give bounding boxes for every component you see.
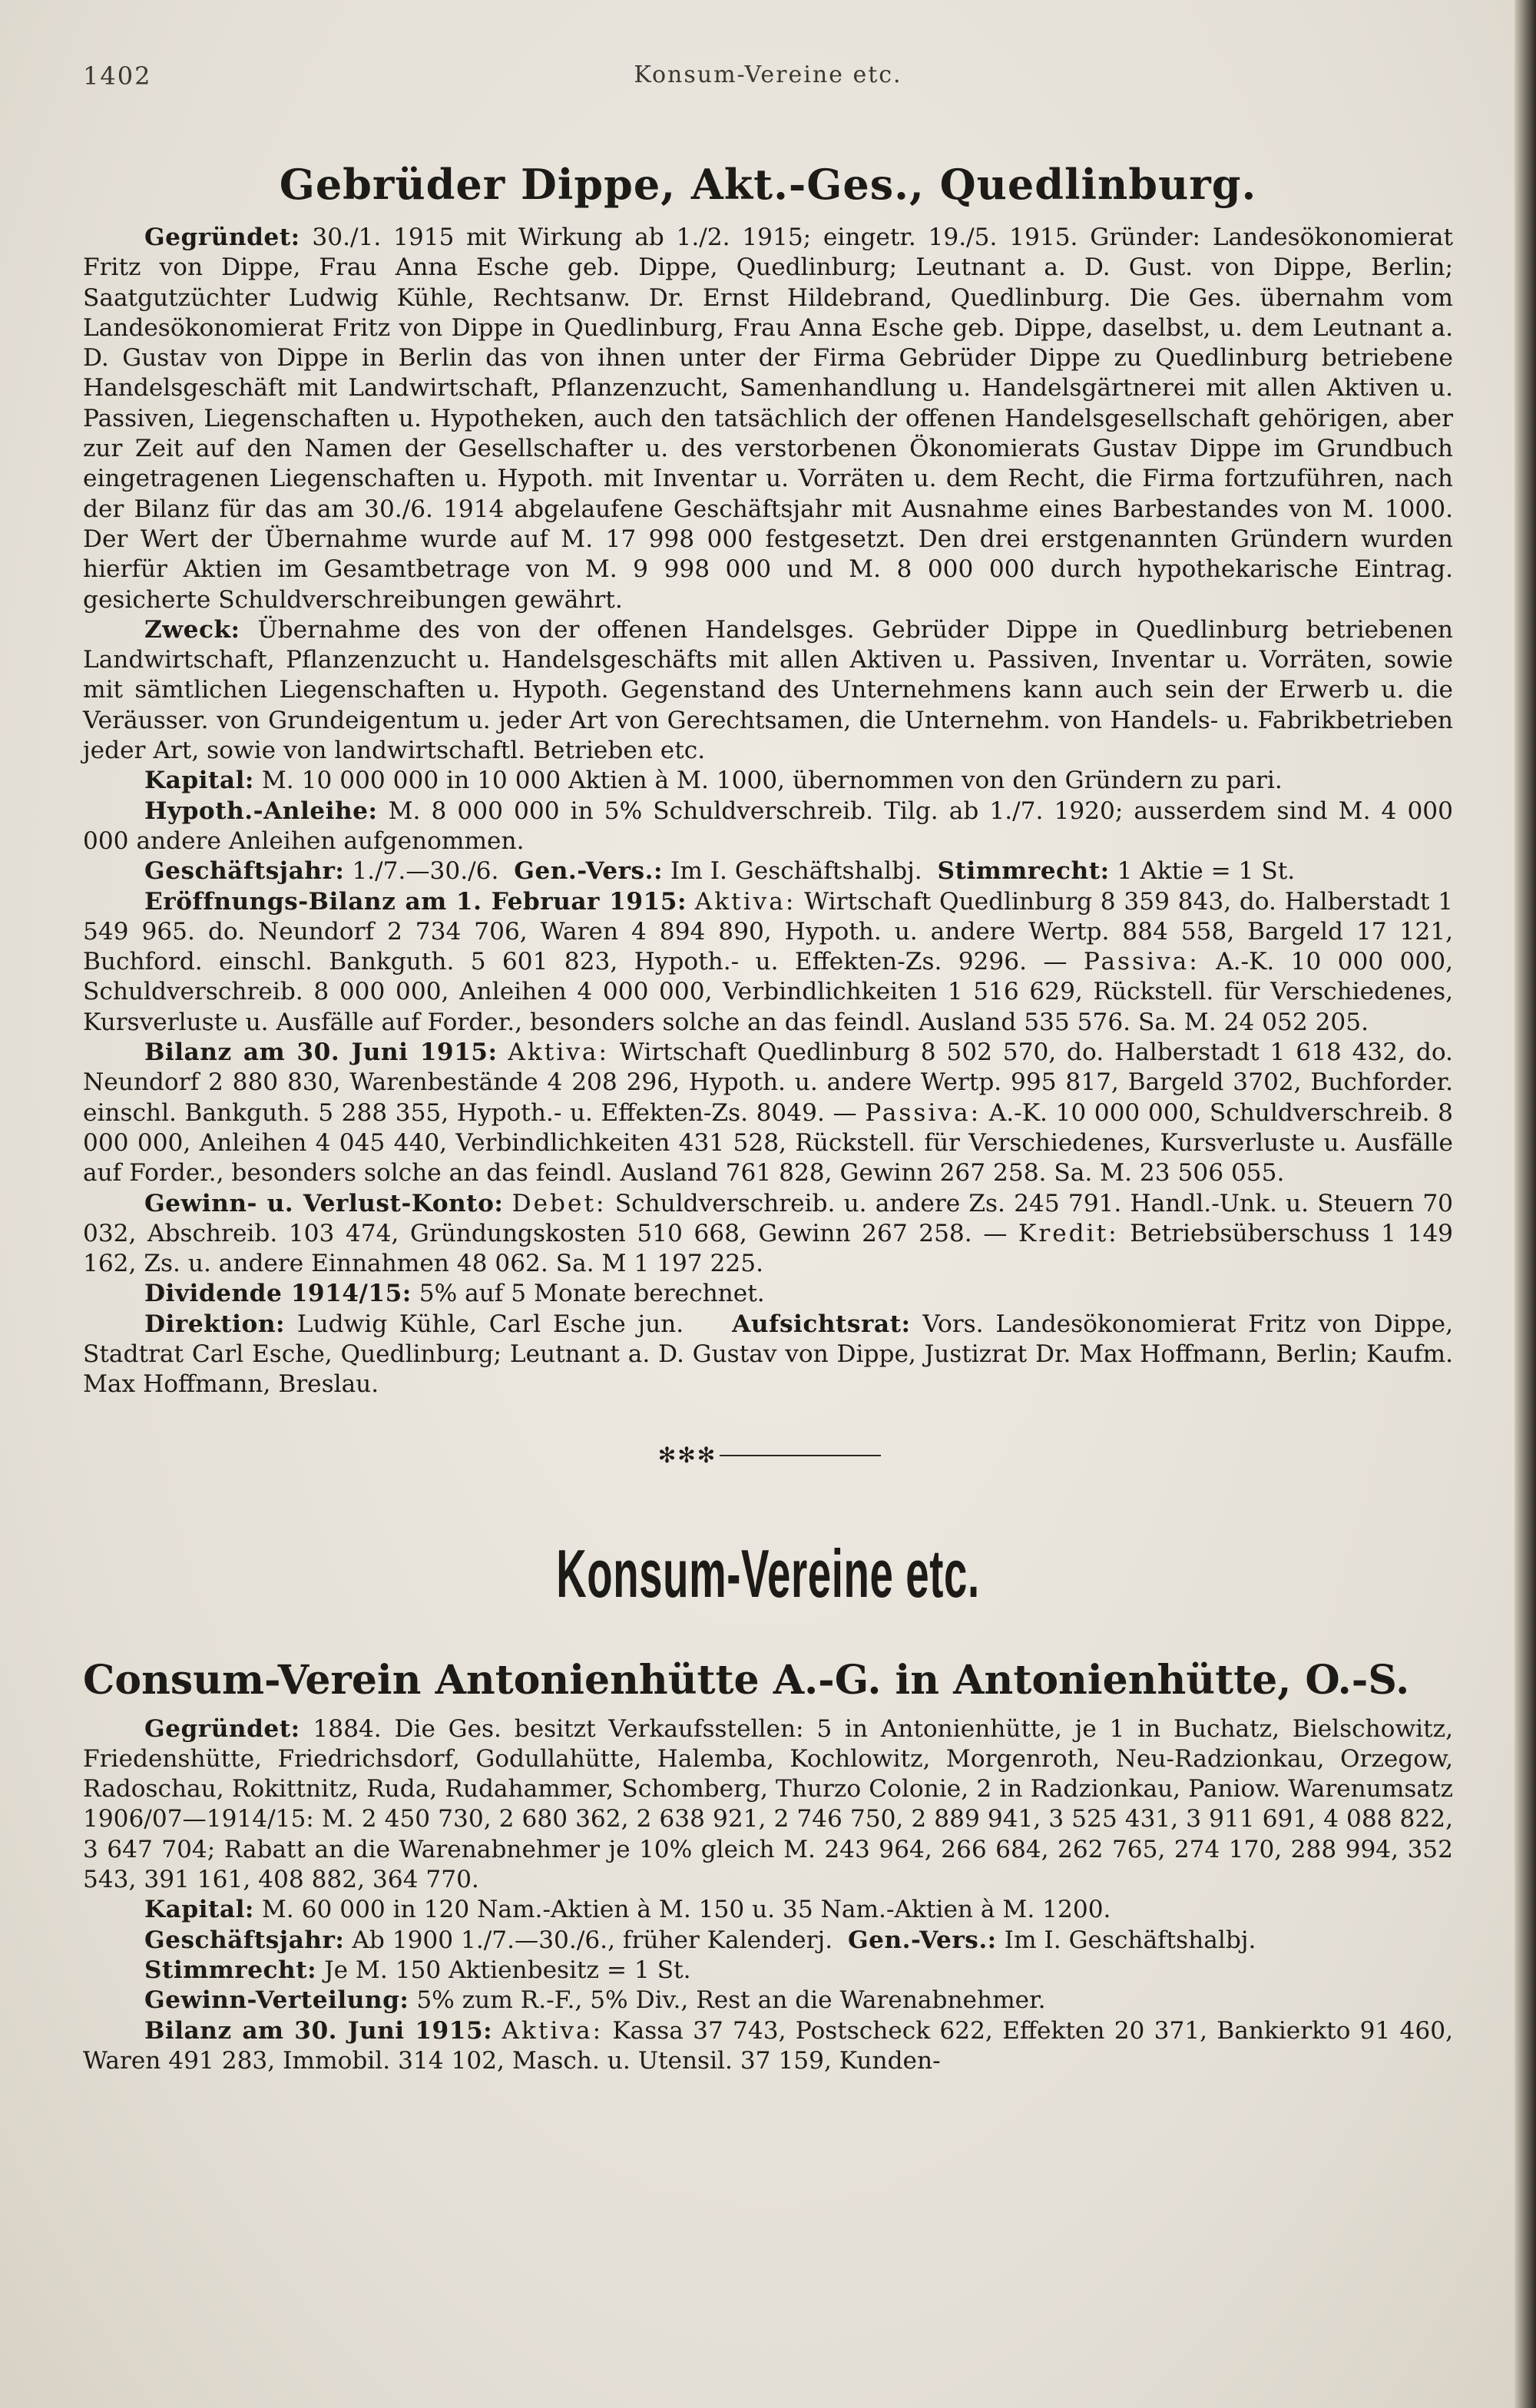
zweck-label: Zweck: (144, 615, 240, 644)
eroeffnung-label: Eröffnungs-Bilanz am 1. Februar 1915: (144, 887, 687, 916)
ornament-icon: ✻✻✻ (657, 1442, 717, 1469)
eroeffnung-aktiva-label: Aktiva: (694, 887, 796, 916)
gv-text: Im I. Geschäftshalbj. (1004, 1926, 1256, 1954)
gewinnv-text: 5% zum R.-F., 5% Div., Rest an die Warenabnehmer. (416, 1986, 1046, 2015)
gewinnv-label: Gewinn-Verteilung: (144, 1986, 409, 2015)
bilanz-paragraph (83, 2016, 1453, 2077)
company-title: Consum-Verein Antonienhütte A.-G. in Antonienhütte, O.-S. (83, 1656, 1410, 1704)
gj-text: Ab 1900 1./7.—30./6., früher Kalenderj. (352, 1926, 833, 1954)
section-divider (83, 1440, 1453, 1471)
geschaeftsjahr-paragraph (83, 856, 1453, 886)
bilanz-aktiva-text: Wirtschaft Quedlinburg 8 502 570, do. Halberstadt 1 618 432, do. Neundorf 2 880 830, Warenbestände 4 208 296, Hypoth. u. andere Wertp. 995 817, Bargeld 3702, Buchforder. einschl. Bankguth. 5 288 355, Hypoth.- u. Effekten-Zs. 8049. — (83, 1038, 1453, 1127)
company-entry-gebrueder-dippe (83, 160, 1453, 1400)
gj-label: Geschäftsjahr: (144, 857, 345, 886)
eroeffnungs-bilanz-paragraph (83, 887, 1453, 1038)
gegruendet-label: Gegründet: (144, 224, 300, 251)
direktion-paragraph (83, 1310, 1453, 1400)
aufsichtsrat-label: Aufsichtsrat: (732, 1310, 911, 1338)
dividende-paragraph (83, 1279, 1453, 1309)
gegruendet-text: 30./1. 1915 mit Wirkung ab 1./2. 1915; eingetr. 19./5. 1915. Gründer: Landesökonomierat Fritz von Dippe, Frau Anna Esche geb. Dippe, Quedlinburg; Leutnant a. D. Gust. von Dippe, Berlin; Saatgutzüchter Ludwig Kühle, Rechtsanw. Dr. Ernst Hildebrand, Quedlinburg. Die Ges. übernahm vom Landesökonomierat Fritz von Dippe in Quedlinburg, Frau Anna Esche geb. Dippe, daselbst, u. dem Leutnant a. D. Gustav von Dippe in Berlin das von ihnen unter der Firma Gebrüder Dippe zu Quedlinburg betriebene Handelsgeschäft mit Landwirtschaft, Pflanzenzucht, Samenhandlung u. Handelsgärtnerei mit allen Aktiven u. Passiven, Liegenschaften u. Hypotheken, auch den tatsächlich der offenen Handelsgesellschaft gehörigen, aber zur Zeit auf den Namen der Gesellschafter u. des verstorbenen Ökonomierats Gustav Dippe im Grundbuch eingetragenen Liegenschaften u. Hypoth. mit Inventar u. Vorräten u. dem Recht, die Firma fortzuführen, nach der Bilanz für das am 30./6. 1914 abgelaufene Geschäftsjahr mit Ausnahme eines Barbestandes von M. 1000. Der Wert der Übernahme wurde auf M. 17 998 000 festgesetzt. Den drei erstgenannten Gründern wurden hierfür Aktien im Gesamtbetrage von M. 9 998 000 und M. 8 000 000 durch hypothekarische Eintrag. gesicherte Schuldverschreibungen gewährt. (83, 224, 1453, 614)
guv-debet-label: Debet: (511, 1189, 607, 1217)
bilanz-aktiva-label: Aktiva: (508, 1038, 610, 1067)
bilanz-paragraph (83, 1038, 1453, 1188)
kapital-text: M. 10 000 000 in 10 000 Aktien à M. 1000, übernommen von den Gründern zu pari. (261, 767, 1283, 795)
gv-label: Gen.-Vers.: (847, 1926, 997, 1954)
gv-label: Gen.-Vers.: (514, 857, 663, 886)
gj-text: 1./7.—30./6. (352, 857, 499, 886)
divider-line (720, 1455, 881, 1456)
direktion-label: Direktion: (144, 1310, 286, 1338)
dividende-text: 5% auf 5 Monate berechnet. (419, 1280, 765, 1308)
eroeffnung-passiva-text: A.-K. 10 000 000, Schuldverschreib. 8 000 000, Anleihen 4 000 000, Verbindlichkeiten 1 516 629, Rückstell. für Verschiedenes, Kursverluste u. Ausfälle auf Forder., besonders solche an das feindl. Ausland 535 576. Sa. M. 24 052 205. (83, 948, 1453, 1036)
gewinn-verlust-paragraph (83, 1189, 1453, 1280)
gj-label: Geschäftsjahr: (144, 1926, 345, 1954)
bilanz-aktiva-label: Aktiva: (502, 2016, 604, 2045)
company-title: Gebrüder Dippe, Akt.-Ges., Quedlinburg. (279, 160, 1257, 209)
hypoth-paragraph (83, 797, 1453, 857)
company-entry-consum-verein (83, 1657, 1453, 2077)
hypoth-text: M. 8 000 000 in 5% Schuldverschreib. Tilg. ab 1./7. 1920; ausserdem sind M. 4 000 000 andere Anleihen aufgenommen. (83, 797, 1453, 855)
st-label: Stimmrecht: (144, 1956, 317, 1984)
eroeffnung-passiva-label: Passiva: (1083, 948, 1200, 976)
kapital-paragraph (83, 1895, 1453, 1925)
guv-debet-text: Schuldverschreib. u. andere Zs. 245 791. Handl.-Unk. u. Steuern 70 032, Abschreib. 103 474, Gründungskosten 510 668, Gewinn 267 258. — (83, 1189, 1454, 1247)
hypoth-label: Hypoth.-Anleihe: (144, 797, 378, 825)
section-heading: Konsum-Vereine etc. (556, 1535, 980, 1611)
bilanz-label: Bilanz am 30. Juni 1915: (144, 2016, 493, 2045)
page-number: 1402 (83, 61, 152, 91)
gegruendet-paragraph (83, 223, 1453, 615)
direktion-text: Ludwig Kühle, Carl Esche jun. (296, 1310, 684, 1338)
kapital-label: Kapital: (144, 767, 254, 795)
bilanz-label: Bilanz am 30. Juni 1915: (144, 1038, 498, 1067)
geschaeftsjahr-paragraph (83, 1926, 1453, 1956)
gegruendet-text: 1884. Die Ges. besitzt Verkaufsstellen: 5 in Antonienhütte, je 1 in Buchatz, Bielschowitz, Friedenshütte, Friedrichsdorf, Godullahütte, Halemba, Kochlowitz, Morgenroth, Neu-Radzionkau, Orzegow, Radoschau, Rokittnitz, Ruda, Rudahammer, Schomberg, Thurzo Colonie, 2 in Radzionkau, Paniow. Warenumsatz 1906/07—1914/15: M. 2 450 730, 2 680 362, 2 638 921, 2 746 750, 2 889 941, 3 525 431, 3 911 691, 4 088 822, 3 647 704; Rabatt an die Warenabnehmer je 10% gleich M. 243 964, 266 684, 262 765, 274 170, 288 994, 352 543, 391 161, 408 882, 364 770. (83, 1714, 1454, 1894)
aufsichtsrat-text: Vors. Landesökonomierat Fritz von Dippe, Stadtrat Carl Esche, Quedlinburg; Leutnant a. D. Gustav von Dippe, Justizrat Dr. Max Hoffmann, Berlin; Kaufm. Max Hoffmann, Breslau. (83, 1310, 1453, 1399)
book-spine-shadow (1514, 0, 1536, 2408)
eroeffnung-aktiva-text: Wirtschaft Quedlinburg 8 359 843, do. Halberstadt 1 549 965. do. Neundorf 2 734 706, Waren 4 894 890, Hypoth. u. andere Wertp. 884 558, Bargeld 17 121, Buchford. einschl. Bankguth. 5 601 823, Hypoth.- u. Effekten-Zs. 9296. — (83, 887, 1453, 976)
gegruendet-label: Gegründet: (144, 1714, 300, 1743)
kapital-label: Kapital: (144, 1896, 254, 1924)
guv-label: Gewinn- u. Verlust-Konto: (144, 1189, 504, 1217)
st-label: Stimmrecht: (937, 857, 1110, 886)
bilanz-aktiva-text: Kassa 37 743, Postscheck 622, Effekten 20 371, Bankierkto 91 460, Waren 491 283, Immobil. 314 102, Masch. u. Utensil. 37 159, Kunden- (83, 2016, 1454, 2075)
st-text: 1 Aktie = 1 St. (1117, 857, 1296, 886)
kapital-paragraph (83, 766, 1453, 796)
st-text: Je M. 150 Aktienbesitz = 1 St. (324, 1956, 691, 1984)
dividende-label: Dividende 1914/15: (144, 1280, 412, 1308)
zweck-text: Übernahme des von der offenen Handelsges. Gebrüder Dippe in Quedlinburg betriebenen Landwirtschaft, Pflanzenzucht u. Handelsgeschäfts mit allen Aktiven u. Passiven, Inventar u. Vorräten, sowie mit sämtlichen Liegenschaften u. Hypoth. Gegenstand des Unternehmens kann auch sein der Erwerb u. die Veräusser. von Grundeigentum u. jeder Art von Gerechtsamen, die Unternehm. von Handels- u. Fabrikbetrieben jeder Art, sowie von landwirtschaftl. Betrieben etc. (83, 615, 1453, 765)
guv-kredit-text: Betriebsüberschuss 1 149 162, Zs. u. andere Einnahmen 48 062. Sa. M 1 197 225. (83, 1219, 1454, 1278)
gewinn-verteilung-paragraph (83, 1986, 1453, 2015)
running-title: Konsum-Vereine etc. (634, 61, 902, 88)
bilanz-passiva-text: A.-K. 10 000 000, Schuldverschreib. 8 000 000, Anleihen 4 045 440, Verbindlichkeiten 431 528, Rückstell. für Verschiedenes, Kursverluste u. Ausfälle auf Forder., besonders solche an das feindl. Ausland 761 828, Gewinn 267 258. Sa. M. 23 506 055. (83, 1098, 1453, 1187)
stimmrecht-paragraph (83, 1956, 1453, 1986)
zweck-paragraph (83, 615, 1453, 766)
running-header (83, 61, 1453, 94)
gegruendet-paragraph (83, 1714, 1453, 1896)
gv-text: Im I. Geschäftshalbj. (670, 857, 922, 886)
kapital-text: M. 60 000 in 120 Nam.-Aktien à M. 150 u. 35 Nam.-Aktien à M. 1200. (261, 1896, 1111, 1924)
bilanz-passiva-label: Passiva: (865, 1098, 982, 1127)
guv-kredit-label: Kredit: (1018, 1219, 1119, 1247)
